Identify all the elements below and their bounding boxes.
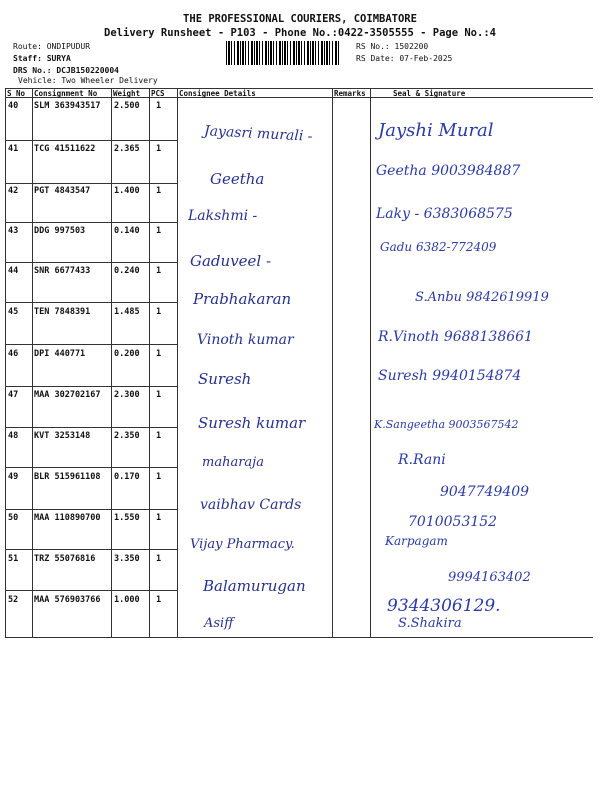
row-sno: 43 [8,226,19,236]
row-weight: 0.170 [114,472,140,482]
row-cn: TRZ 55076816 [34,554,96,564]
row-weight: 2.500 [114,101,140,111]
row-cn: KVT 3253148 [34,431,91,441]
handwritten-signature: 7010053152 [408,514,498,530]
row-weight: 3.350 [114,554,140,564]
handwritten-consignee: Suresh [198,370,252,388]
row-pcs: 1 [156,349,162,359]
row-cn: MAA 576903766 [34,595,101,605]
col-weight: Weight [113,89,141,98]
col-signature: Seal & Signature [393,89,466,98]
row-pcs: 1 [156,431,162,441]
handwritten-signature: S.Shakira [398,616,462,631]
handwritten-signature: Laky - 6383068575 [376,206,513,222]
col-sno: S No [7,89,26,98]
row-pcs: 1 [156,266,162,276]
row-sno: 49 [8,472,19,482]
row-weight: 2.365 [114,144,140,154]
row-pcs: 1 [156,554,162,564]
row-sno: 52 [8,595,19,605]
row-weight: 2.350 [114,431,140,441]
handwritten-signature: S.Anbu 9842619919 [415,290,549,305]
handwritten-signature: 9994163402 [448,570,531,585]
barcode [226,41,340,65]
col-pcs: PCS [151,89,165,98]
row-cn: TCG 41511622 [34,144,96,154]
row-pcs: 1 [156,595,162,605]
row-sno: 41 [8,144,19,154]
handwritten-consignee: Lakshmi - [188,208,258,224]
runsheet-subtitle: Delivery Runsheet - P103 - Phone No.:0422-3505555 - Page No.:4 [104,27,496,39]
handwritten-consignee: Prabhakaran [193,290,292,308]
col-consignment: Consignment No [34,89,98,98]
handwritten-signature: R.Rani [398,452,446,468]
row-pcs: 1 [156,186,162,196]
row-cn: BLR 515961108 [34,472,101,482]
row-pcs: 1 [156,307,162,317]
row-cn: DPI 440771 [34,349,86,359]
handwritten-signature: Gadu 6382-772409 [380,240,497,254]
handwritten-signature: 9344306129. [387,596,501,616]
handwritten-consignee: Jayasri murali - [203,123,313,145]
handwritten-signature: R.Vinoth 9688138661 [378,329,533,345]
row-sno: 48 [8,431,19,441]
row-sno: 47 [8,390,19,400]
handwritten-signature: Jayshi Mural [378,120,494,141]
row-weight: 1.000 [114,595,140,605]
row-cn: MAA 110890700 [34,513,101,523]
handwritten-consignee: Geetha [210,170,265,188]
row-sno: 44 [8,266,19,276]
vehicle-label: Vehicle: Two Wheeler Delivery [18,76,158,85]
row-weight: 2.300 [114,390,140,400]
handwritten-consignee: Vinoth kumar [197,332,294,348]
row-cn: TEN 7848391 [34,307,91,317]
handwritten-consignee: Asiff [204,616,234,631]
row-weight: 0.200 [114,349,140,359]
handwritten-signature: Geetha 9003984887 [376,163,521,179]
row-weight: 0.240 [114,266,140,276]
handwritten-consignee: Gaduveel - [190,252,272,270]
staff-label: Staff: SURYA [13,54,71,63]
rs-no-label: RS No.: 1502200 [356,42,429,51]
row-sno: 51 [8,554,19,564]
row-pcs: 1 [156,472,162,482]
row-sno: 40 [8,101,19,111]
handwritten-consignee: Vijay Pharmacy. [190,537,295,552]
row-pcs: 1 [156,513,162,523]
row-pcs: 1 [156,144,162,154]
handwritten-consignee: Balamurugan [203,577,306,595]
row-cn: MAA 302702167 [34,390,101,400]
drs-label: DRS No.: DCJB150220004 [13,66,119,75]
handwritten-signature: Suresh 9940154874 [378,368,522,384]
row-pcs: 1 [156,226,162,236]
col-remarks: Remarks [334,89,366,98]
handwritten-signature: K.Sangeetha 9003567542 [374,418,519,431]
row-sno: 42 [8,186,19,196]
row-cn: SLM 363943517 [34,101,101,111]
col-consignee: Consignee Details [179,89,256,98]
row-sno: 45 [8,307,19,317]
company-title: THE PROFESSIONAL COURIERS, COIMBATORE [183,13,417,25]
row-sno: 50 [8,513,19,523]
rs-date-label: RS Date: 07-Feb-2025 [356,54,453,63]
row-sno: 46 [8,349,19,359]
handwritten-signature: Karpagam [385,534,448,548]
route-label: Route: ONDIPUDUR [13,42,91,51]
row-pcs: 1 [156,390,162,400]
handwritten-signature: 9047749409 [440,484,530,500]
handwritten-consignee: maharaja [202,455,264,470]
row-cn: SNR 6677433 [34,266,91,276]
row-cn: PGT 4843547 [34,186,91,196]
row-weight: 1.485 [114,307,140,317]
row-cn: DDG 997503 [34,226,86,236]
row-weight: 0.140 [114,226,140,236]
handwritten-consignee: vaibhav Cards [200,497,302,513]
row-pcs: 1 [156,101,162,111]
row-weight: 1.550 [114,513,140,523]
row-weight: 1.400 [114,186,140,196]
handwritten-consignee: Suresh kumar [198,414,306,432]
